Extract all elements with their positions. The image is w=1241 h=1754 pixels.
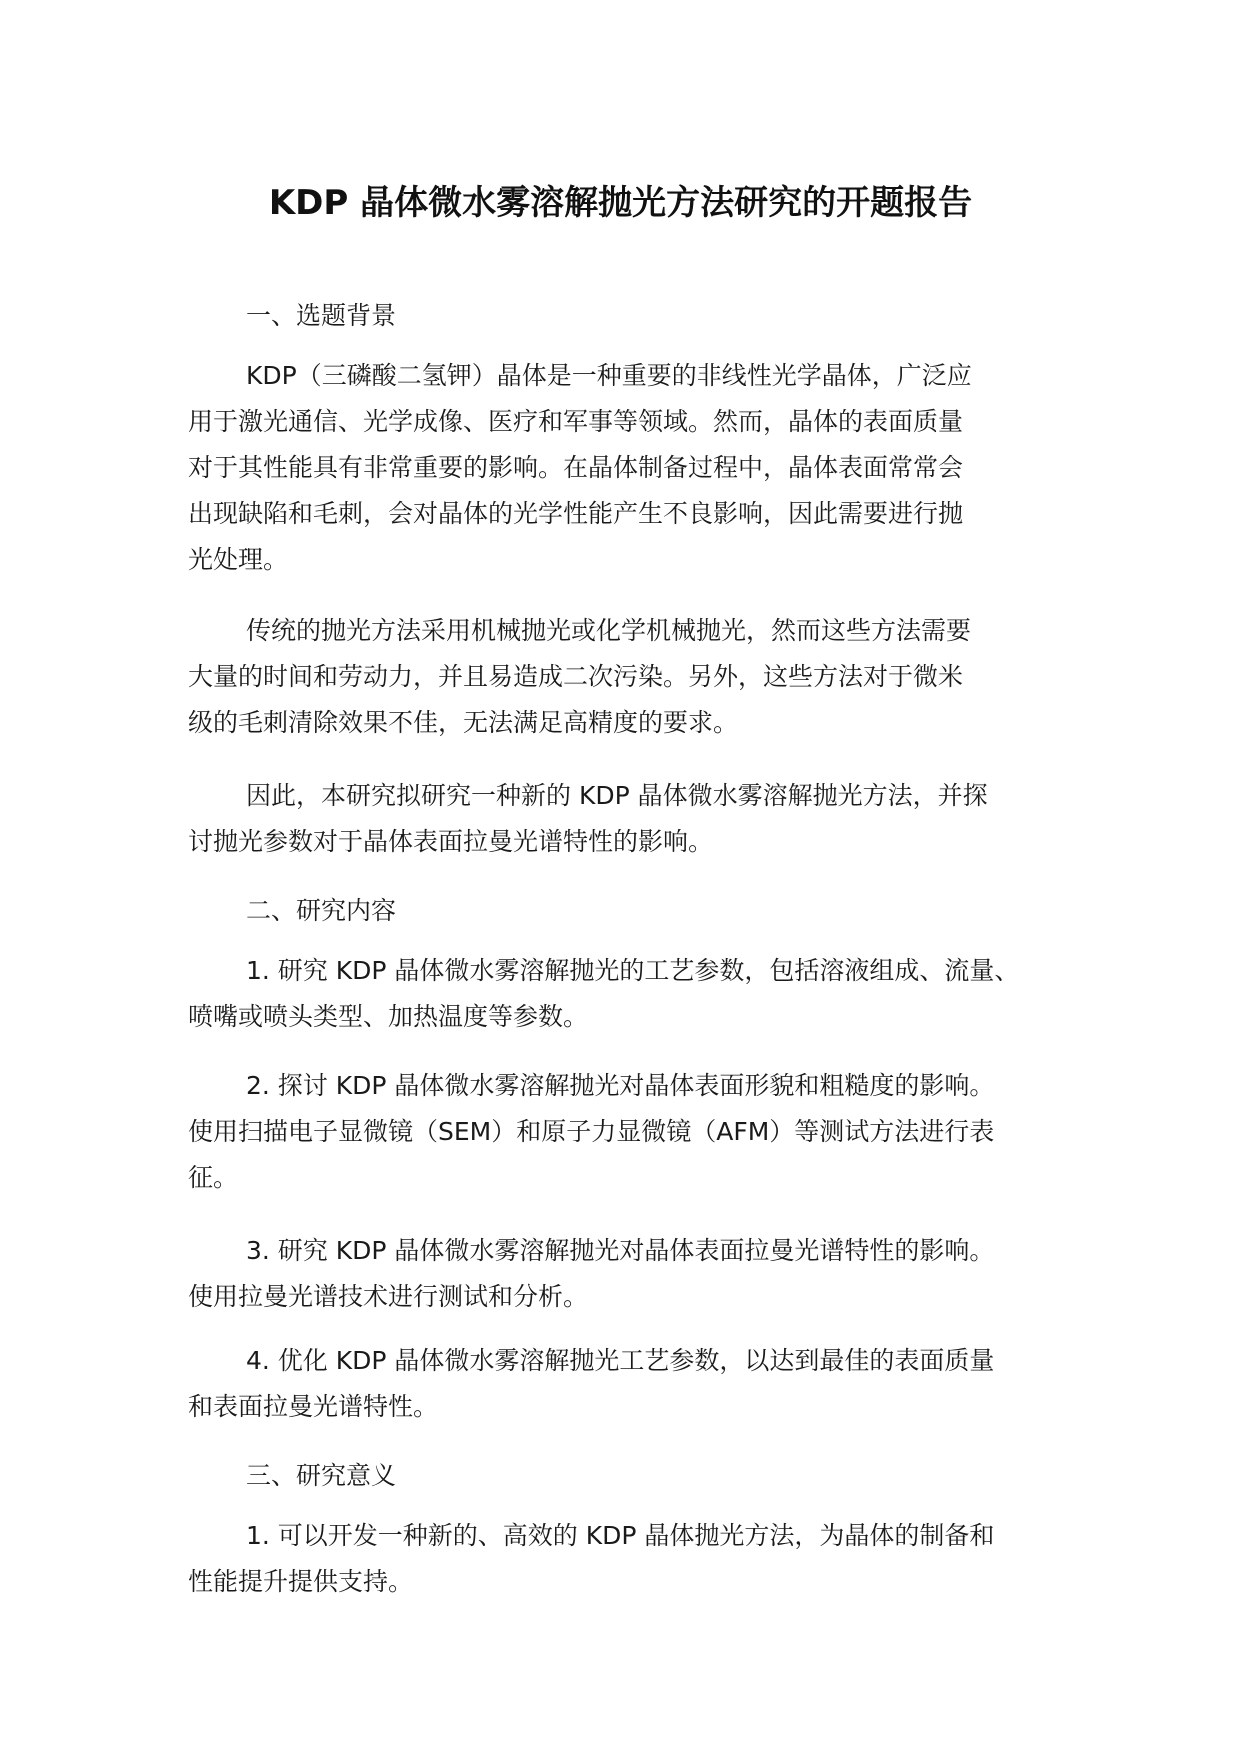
- paragraph-background-1: [188, 353, 1188, 583]
- heading-line: 一、选题背景: [246, 301, 397, 330]
- paragraph-background-3: [188, 773, 1188, 865]
- paragraph-line: 4. 优化 KDP 晶体微水雾溶解抛光工艺参数，以达到最佳的表面质量: [246, 1346, 995, 1375]
- paragraph-line: 使用拉曼光谱技术进行测试和分析。: [188, 1282, 589, 1311]
- paragraph-line: 1. 研究 KDP 晶体微水雾溶解抛光的工艺参数，包括溶液组成、流量、: [246, 956, 1020, 985]
- paragraph-line: 光处理。: [188, 545, 289, 574]
- significance-item-1: [188, 1513, 1188, 1605]
- paragraph-line: 性能提升提供支持。: [188, 1567, 414, 1596]
- paragraph-line: 用于激光通信、光学成像、医疗和军事等领域。然而，晶体的表面质量: [188, 407, 964, 436]
- heading-line: 三、研究意义: [246, 1461, 397, 1490]
- paragraph-line: 级的毛刺清除效果不佳，无法满足高精度的要求。: [188, 708, 739, 737]
- paragraph-line: 3. 研究 KDP 晶体微水雾溶解抛光对晶体表面拉曼光谱特性的影响。: [246, 1236, 995, 1265]
- paragraph-line: 讨抛光参数对于晶体表面拉曼光谱特性的影响。: [188, 827, 714, 856]
- paragraph-line: 传统的抛光方法采用机械抛光或化学机械抛光，然而这些方法需要: [246, 616, 972, 645]
- paragraph-line: 因此，本研究拟研究一种新的 KDP 晶体微水雾溶解抛光方法，并探: [246, 781, 988, 810]
- heading-line: 二、研究内容: [246, 896, 397, 925]
- section-heading-background: [188, 293, 1188, 339]
- section-heading-research-content: [188, 888, 1188, 934]
- research-item-3: [188, 1228, 1188, 1320]
- paragraph-line: 喷嘴或喷头类型、加热温度等参数。: [188, 1002, 589, 1031]
- section-heading-significance: [188, 1453, 1188, 1499]
- research-item-2: [188, 1063, 1188, 1201]
- paragraph-line: KDP（三磷酸二氢钾）晶体是一种重要的非线性光学晶体，广泛应: [246, 361, 972, 390]
- research-item-1: [188, 948, 1188, 1040]
- paragraph-background-2: [188, 608, 1188, 746]
- paragraph-line: 出现缺陷和毛刺，会对晶体的光学性能产生不良影响，因此需要进行抛: [188, 499, 964, 528]
- research-item-4: [188, 1338, 1188, 1430]
- paragraph-line: 2. 探讨 KDP 晶体微水雾溶解抛光对晶体表面形貌和粗糙度的影响。: [246, 1071, 995, 1100]
- paragraph-line: 征。: [188, 1163, 239, 1192]
- document-title: KDP 晶体微水雾溶解抛光方法研究的开题报告: [268, 183, 973, 223]
- paragraph-line: 大量的时间和劳动力，并且易造成二次污染。另外，这些方法对于微米: [188, 662, 964, 691]
- paragraph-line: 1. 可以开发一种新的、高效的 KDP 晶体抛光方法，为晶体的制备和: [246, 1521, 995, 1550]
- paragraph-line: 使用扫描电子显微镜（SEM）和原子力显微镜（AFM）等测试方法进行表: [188, 1117, 995, 1146]
- paragraph-line: 和表面拉曼光谱特性。: [188, 1392, 439, 1421]
- paragraph-line: 对于其性能具有非常重要的影响。在晶体制备过程中，晶体表面常常会: [188, 453, 964, 482]
